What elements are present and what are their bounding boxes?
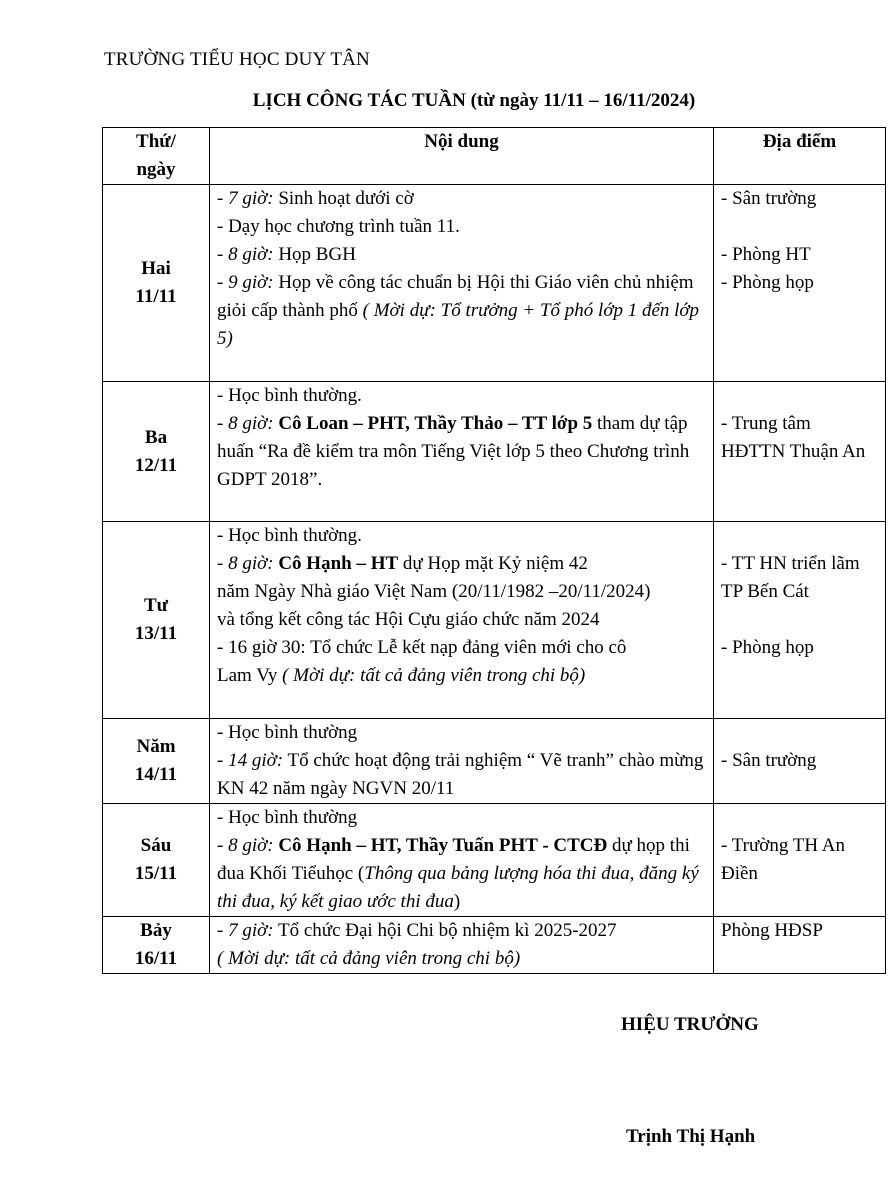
day-cell [103, 522, 210, 719]
table-row [103, 917, 886, 974]
day-date: 14/11 [134, 764, 178, 785]
content-item: - 9 giờ: Họp về công tác chuẩn bị Hội thi Giáo viên chủ nhiệm giỏi cấp thành phố ( Mời dự: Tổ trưởng + Tổ phó lớp 1 đến lớp 5) [217, 272, 700, 349]
content-cell [210, 917, 714, 974]
table-row [103, 804, 886, 917]
content-item: - Dạy học chương trình tuần 11. [217, 216, 460, 237]
day-name: Ba [144, 426, 168, 448]
content-item: - Học bình thường. [217, 385, 362, 406]
day-date: 12/11 [134, 454, 178, 476]
column-header-day-line2: ngày [136, 159, 176, 180]
day-cell [103, 804, 210, 917]
place-item: - Phòng HT [721, 244, 811, 265]
content-cell [210, 804, 714, 917]
content-item-note: ( Mời dự: tất cả đảng viên trong chi bộ) [217, 948, 521, 969]
content-item: - 7 giờ: Sinh hoạt dưới cờ [217, 188, 414, 209]
place-item: - Sân trường [721, 750, 817, 771]
place-cell [714, 804, 886, 917]
content-item: - Học bình thường [217, 722, 358, 743]
place-item: - Phòng họp [721, 637, 814, 658]
place-item: - Sân trường [721, 188, 817, 209]
day-cell [103, 917, 210, 974]
content-item-cont: và tổng kết công tác Hội Cựu giáo chức năm 2024 [217, 609, 600, 630]
table-row [103, 522, 886, 719]
content-item: - Học bình thường [217, 807, 358, 828]
content-item: - 7 giờ: Tổ chức Đại hội Chi bộ nhiệm kì 2025-2027 [217, 920, 617, 941]
day-date: 13/11 [134, 623, 178, 644]
column-header-day-line1: Thứ/ [136, 131, 176, 152]
document-title [0, 90, 888, 112]
content-cell [210, 719, 714, 804]
day-date: 11/11 [135, 286, 177, 307]
place-cell [714, 522, 886, 719]
content-item: - 8 giờ: Cô Loan – PHT, Thầy Thảo – TT lớp 5 tham dự tập huấn “Ra đề kiểm tra môn Tiếng Việt lớp 5 theo Chương trình GDPT 2018”. [217, 413, 690, 490]
content-item: - 8 giờ: Cô Hạnh – HT, Thầy Tuấn PHT - CTCĐ dự họp thi đua Khối Tiểuhọc (Thông qua bảng lượng hóa thi đua, đăng ký thi đua, ký kết giao ước thi đua) [217, 835, 699, 912]
place-cell [714, 185, 886, 382]
day-name: Bảy [140, 920, 172, 941]
content-item-cont: năm Ngày Nhà giáo Việt Nam (20/11/1982 –20/11/2024) [217, 581, 651, 602]
place-item: Phòng HĐSP [721, 920, 823, 941]
table-header-row [103, 128, 886, 185]
place-item: - Trung tâm HĐTTN Thuận An [721, 413, 866, 462]
content-cell [210, 382, 714, 522]
school-name: TRƯỜNG TIỂU HỌC DUY TÂN [104, 49, 370, 70]
column-header-content: Nội dung [210, 128, 714, 185]
weekly-schedule-table [102, 127, 886, 974]
place-item: - Trường TH An Điền [721, 835, 846, 884]
day-date: 15/11 [134, 863, 178, 884]
signature-name: Trịnh Thị Hạnh [626, 1126, 756, 1147]
day-cell [103, 719, 210, 804]
place-cell [714, 382, 886, 522]
place-item: - TT HN triển lãm TP Bến Cát [721, 553, 860, 602]
content-item-cont: Lam Vy ( Mời dự: tất cả đảng viên trong chi bộ) [217, 665, 586, 686]
document-title-text: LỊCH CÔNG TÁC TUẦN (từ ngày 11/11 – 16/11/2024) [252, 90, 696, 111]
place-cell [714, 719, 886, 804]
day-name: Tư [143, 595, 169, 616]
content-item: - 8 giờ: Cô Hạnh – HT dự Họp mặt Kỷ niệm 42 [217, 553, 588, 574]
day-name: Sáu [140, 835, 172, 856]
table-row [103, 382, 886, 522]
content-item: - 16 giờ 30: Tổ chức Lễ kết nạp đảng viên mới cho cô [217, 637, 627, 658]
table-row [103, 719, 886, 804]
day-cell [103, 185, 210, 382]
column-header-day [103, 128, 210, 185]
day-name: Năm [136, 736, 176, 757]
day-cell [103, 382, 210, 522]
place-item: - Phòng họp [721, 272, 814, 293]
content-item: - 8 giờ: Họp BGH [217, 244, 356, 265]
table-row [103, 185, 886, 382]
content-cell [210, 522, 714, 719]
signature-title: HIỆU TRƯỞNG [621, 1014, 759, 1035]
day-date: 16/11 [134, 948, 178, 969]
place-cell [714, 917, 886, 974]
content-item: - 14 giờ: Tổ chức hoạt động trải nghiệm “ Vẽ tranh” chào mừng KN 42 năm ngày NGVN 20/11 [217, 750, 704, 799]
column-header-place: Địa điểm [714, 128, 886, 185]
content-cell [210, 185, 714, 382]
content-item: - Học bình thường. [217, 525, 362, 546]
day-name: Hai [141, 258, 171, 279]
